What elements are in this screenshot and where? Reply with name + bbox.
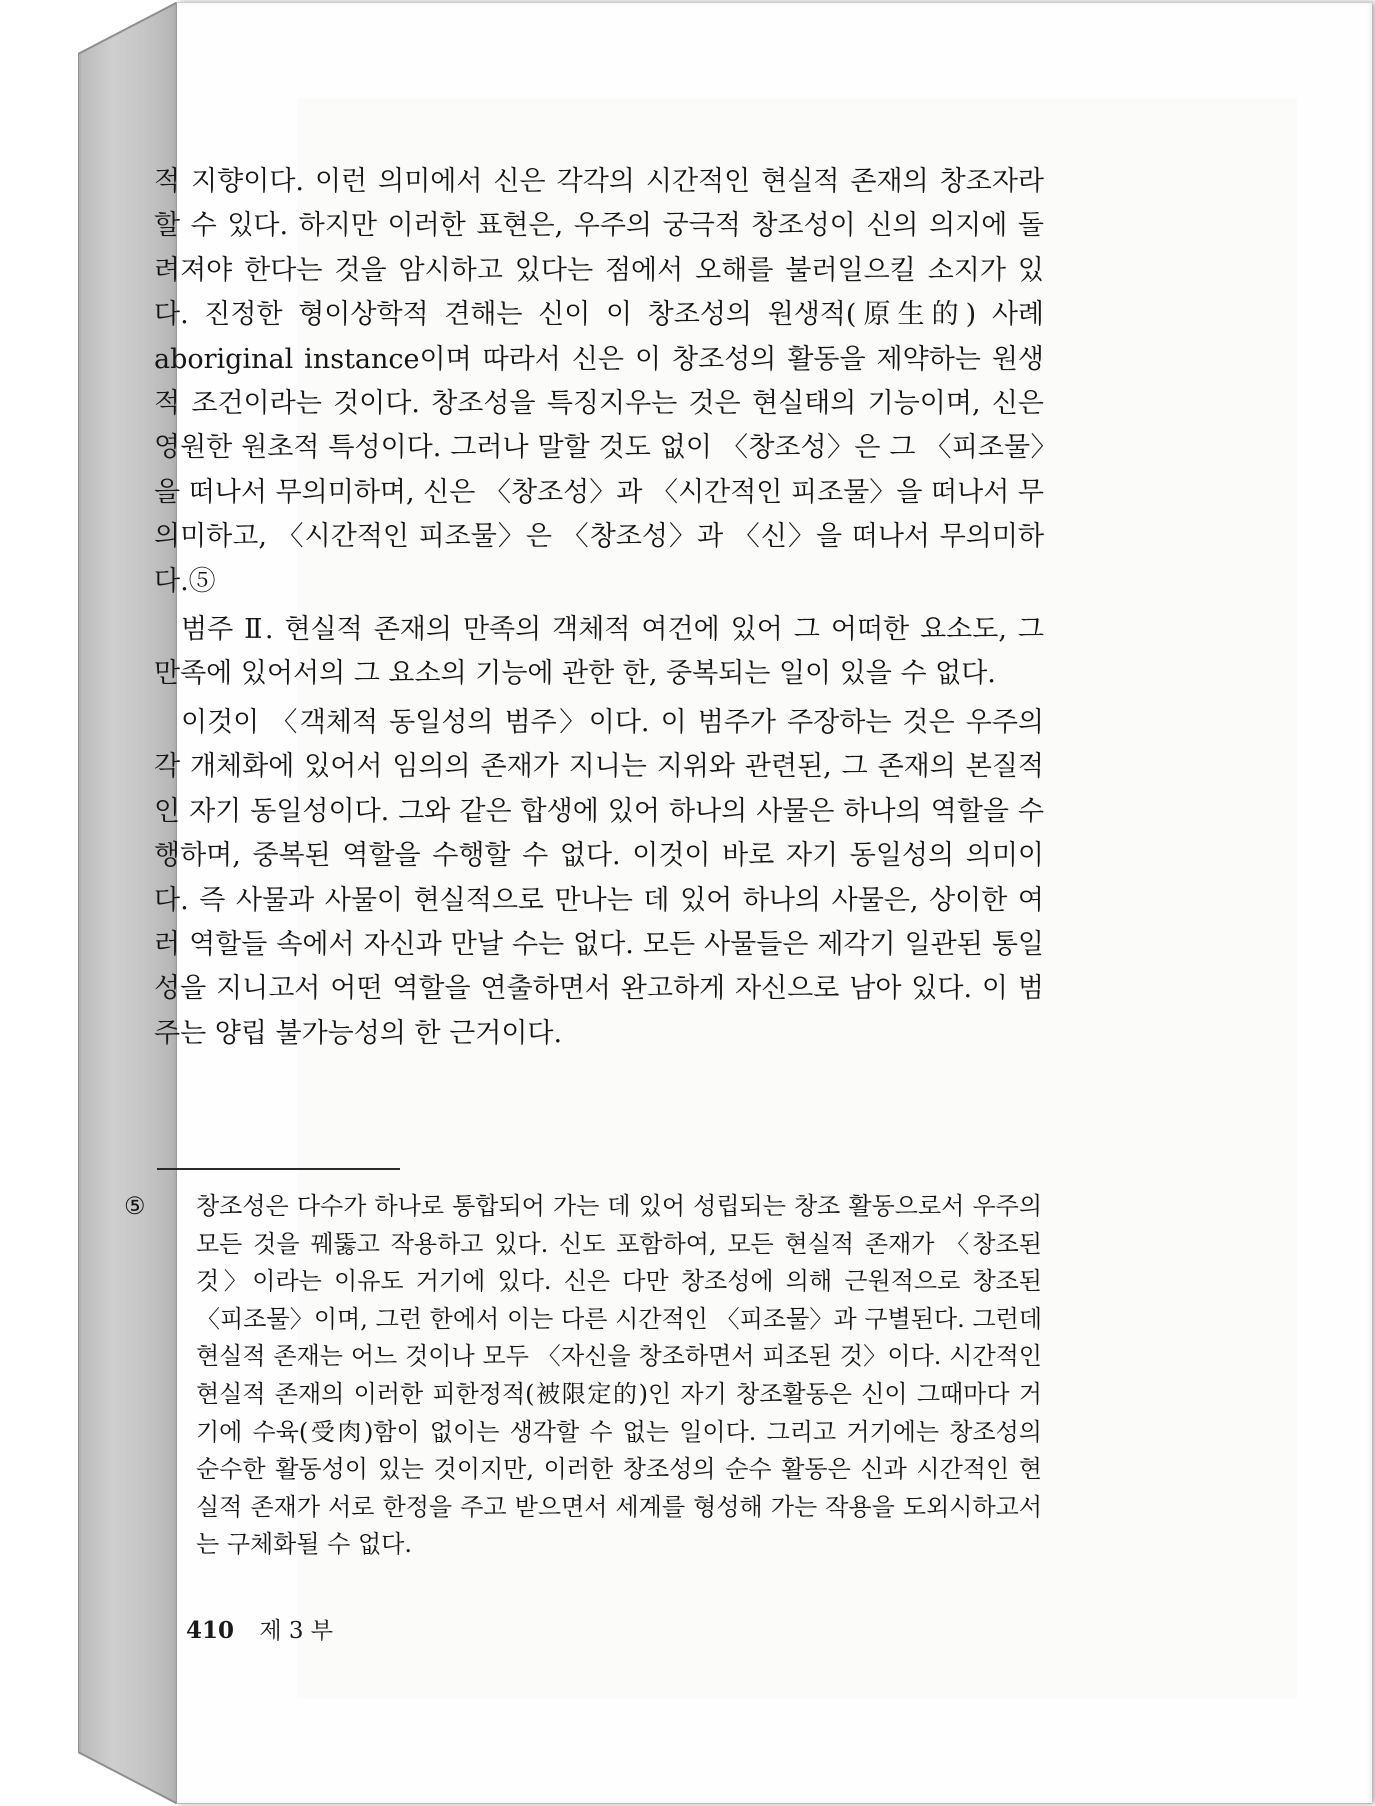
page-number: 410 [186,1617,235,1644]
paragraph-objective-identity: 이것이 〈객체적 동일성의 범주〉이다. 이 범주가 주장하는 것은 우주의 각 개체화에 있어서 임의의 존재가 지니는 지위와 관련된, 그 존재의 본질적인 자기 동일성이다. 그와 같은 합생에 있어 하나의 사물은 하나의 역할을 수행하며, 중복된 역할을 수행할 수 없다. 이것이 바로 자기 동일성의 의미이다. 즉 사물과 사물이 현실적으로 만나는 데 있어 하나의 사물은, 상이한 여러 역할들 속에서 자신과 만날 수는 없다. 모든 사물들은 제각기 일관된 통일성을 지니고서 어떤 역할을 연출하면서 완고하게 자신으로 남아 있다. 이 범주는 양립 불가능성의 한 근거이다. [154,706,1044,1049]
footnote [124,1188,1042,1564]
paragraph-category-2: 범주 Ⅱ. 현실적 존재의 만족의 객체적 여건에 있어 그 어떠한 요소도, 그 만족에 있어서의 그 요소의 기능에 관한 한, 중복되는 일이 있을 수 없다. [154,614,1044,690]
footnote-text: 창조성은 다수가 하나로 통합되어 가는 데 있어 성립되는 창조 활동으로서 우주의 모든 것을 꿰뚫고 작용하고 있다. 신도 포함하여, 모든 현실적 존재가 〈창조된 것〉이라는 이유도 거기에 있다. 신은 다만 창조성에 의해 근원적으로 창조된 〈피조물〉이며, 그런 한에서 이는 다른 시간적인 〈피조물〉과 구별된다. 그런데 현실적 존재는 어느 것이나 모두 〈자신을 창조하면서 피조된 것〉이다. 시간적인 현실적 존재의 이러한 피한정적(被限定的)인 자기 창조활동은 신이 그때마다 거기에 수육(受肉)함이 없이는 생각할 수 없는 일이다. 그리고 거기에는 창조성의 순수한 활동성이 있는 것이지만, 이러한 창조성의 순수 활동은 신과 시간적인 현실적 존재가 서로 한정을 주고 받으면서 세계를 형성해 가는 작용을 도외시하고서는 구체화될 수 없다. [196,1192,1042,1559]
section-label: 제 3 부 [259,1618,334,1644]
paragraph-creativity: 적 지향이다. 이런 의미에서 신은 각각의 시간적인 현실적 존재의 창조자라 할 수 있다. 하지만 이러한 표현은, 우주의 궁극적 창조성이 신의 의지에 돌려져야 한다는 것을 암시하고 있다는 점에서 오해를 불러일으킬 소지가 있다. 진정한 형이상학적 견해는 신이 이 창조성의 원생적(原生的) 사례 aboriginal instance이며 따라서 신은 이 창조성의 활동을 제약하는 원생적 조건이라는 것이다. 창조성을 특징지우는 것은 현실태의 기능이며, 신은 영원한 원초적 특성이다. 그러나 말할 것도 없이 〈창조성〉은 그 〈피조물〉을 떠나서 무의미하며, 신은 〈창조성〉과 〈시간적인 피조물〉을 떠나서 무의미하고, 〈시간적인 피조물〉은 〈창조성〉과 〈신〉을 떠나서 무의미하다.⑤ [154,166,1044,597]
main-text [154,160,1044,1056]
page-footer [186,1612,333,1645]
footnote-marker: ⑤ [124,1192,146,1220]
footnote-divider [157,1168,400,1170]
